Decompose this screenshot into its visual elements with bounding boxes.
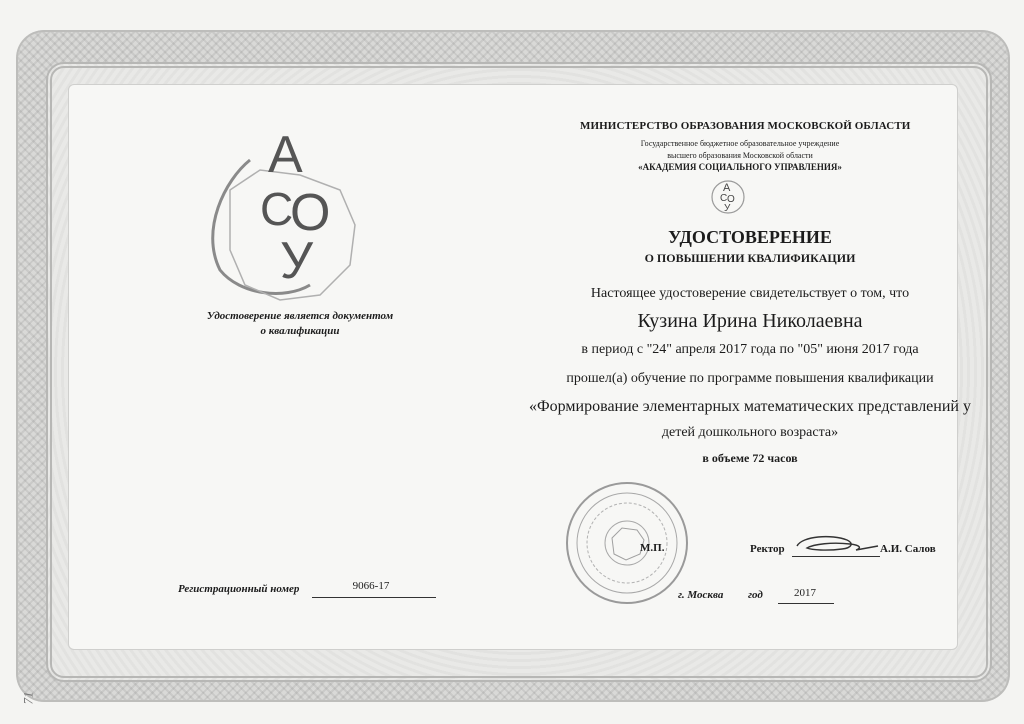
logo-letter-o: О [290, 184, 331, 242]
logo-letter-a: А [268, 126, 303, 184]
training-period: в период с "24" апреля 2017 года по "05" июня 2017 года [581, 342, 919, 357]
institution-line1: Государственное бюджетное образовательное учреждение [640, 139, 840, 148]
completed-text: прошел(а) обучение по программе повышения квалификации [566, 371, 934, 386]
institution-line2: высшего образования Московской области [667, 151, 813, 160]
program-title-line2: детей дошкольного возраста» [661, 425, 839, 440]
logo-letter-s: С [260, 183, 294, 235]
certifies-text: Настоящее удостоверение свидетельствует о том, что [590, 286, 910, 301]
recipient-name: Кузина Ирина Николаевна [637, 310, 863, 332]
ministry-heading: МИНИСТЕРСТВО ОБРАЗОВАНИЯ МОСКОВСКОЙ ОБЛАСТИ [580, 120, 911, 132]
margin-handwritten-note: 71 [20, 691, 36, 705]
stamp-place-label: М.П. [640, 542, 665, 554]
institution-name: «АКАДЕМИЯ СОЦИАЛЬНОГО УПРАВЛЕНИЯ» [638, 162, 842, 172]
issue-year: 2017 [794, 587, 816, 599]
official-stamp-seal [562, 478, 692, 608]
registration-underline [312, 597, 436, 598]
small-logo-letter-u: У [724, 203, 731, 214]
program-hours: в объеме 72 часов [702, 451, 798, 465]
rector-name: А.И. Салов [880, 543, 936, 555]
small-logo-letter-s: С [720, 193, 728, 204]
left-note-line1: Удостоверение является документом [206, 310, 394, 322]
registration-number: 9066-17 [352, 580, 390, 592]
rector-signature [792, 532, 882, 558]
rector-label: Ректор [750, 543, 785, 555]
document-title: УДОСТОВЕРЕНИЕ [668, 227, 832, 247]
left-note-line2: о квалификации [260, 325, 340, 337]
asou-logo-small [708, 177, 748, 217]
year-label: год [748, 589, 763, 601]
issue-city: г. Москва [678, 589, 724, 601]
program-title-line1: «Формирование элементарных математических представлений у [529, 398, 971, 415]
asou-logo-large [190, 120, 380, 310]
logo-letter-u: У [280, 232, 314, 290]
small-logo-letter-o: О [727, 194, 735, 205]
document-subtitle: О ПОВЫШЕНИИ КВАЛИФИКАЦИИ [644, 251, 856, 265]
small-logo-letter-a: А [723, 182, 731, 194]
year-underline [778, 603, 834, 604]
registration-label: Регистрационный номер [178, 583, 300, 595]
